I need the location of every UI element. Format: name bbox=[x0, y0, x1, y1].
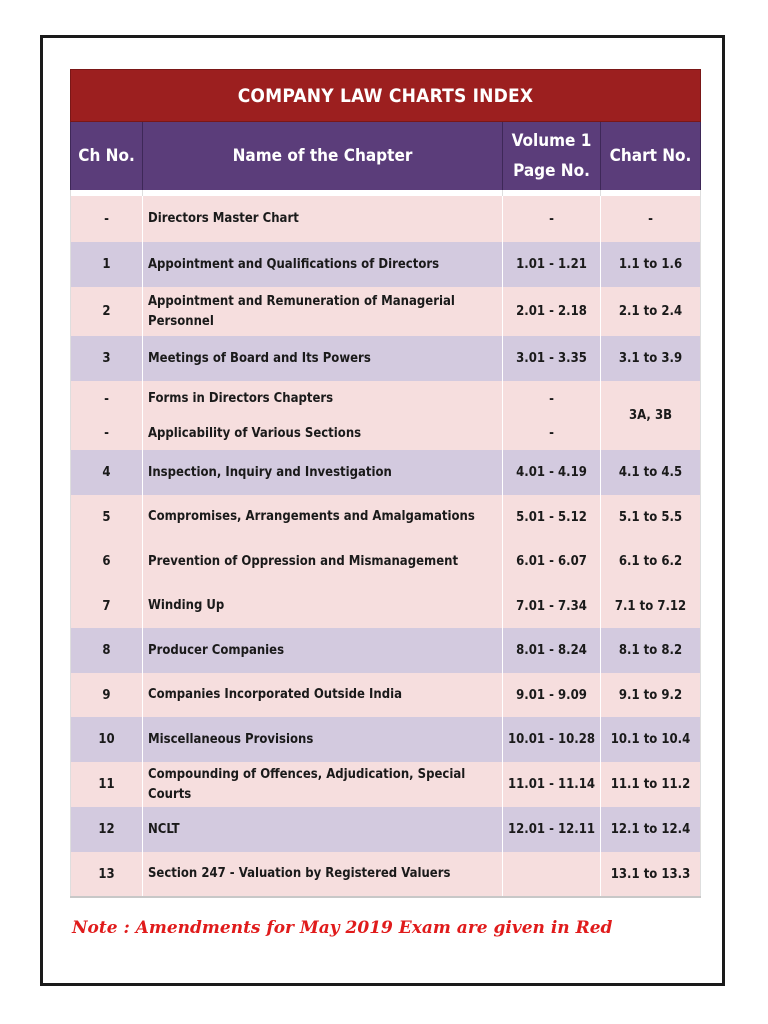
cell-chapter-name: Section 247 - Valuation by Registered Valuers bbox=[143, 852, 503, 897]
cell-ch-no: 6 bbox=[71, 539, 143, 584]
cell-chapter-name: Directors Master Chart bbox=[143, 196, 503, 242]
table-row bbox=[71, 584, 701, 628]
cell-page-no: - bbox=[503, 196, 601, 242]
cell-ch-no: 3 bbox=[71, 336, 143, 381]
col-header-ch-no: Ch No. bbox=[71, 122, 143, 191]
cell-page-no: 11.01 - 11.14 bbox=[503, 762, 601, 807]
table-row bbox=[71, 196, 701, 242]
cell-ch-no: 9 bbox=[71, 673, 143, 717]
cell-chart-no: 3A, 3B bbox=[601, 381, 701, 450]
cell-chart-no: 4.1 to 4.5 bbox=[601, 450, 701, 495]
table-row bbox=[71, 450, 701, 495]
cell-chart-no: 10.1 to 10.4 bbox=[601, 717, 701, 762]
cell-ch-no: - bbox=[71, 381, 143, 417]
cell-page-no: - bbox=[503, 417, 601, 450]
cell-chart-no: 7.1 to 7.12 bbox=[601, 584, 701, 628]
cell-page-no: 3.01 - 3.35 bbox=[503, 336, 601, 381]
cell-ch-no: 11 bbox=[71, 762, 143, 807]
cell-chapter-name: Prevention of Oppression and Mismanagement bbox=[143, 539, 503, 584]
cell-page-no: - bbox=[503, 381, 601, 417]
cell-chart-no: 1.1 to 1.6 bbox=[601, 242, 701, 287]
cell-ch-no: 8 bbox=[71, 628, 143, 673]
cell-chapter-name: Producer Companies bbox=[143, 628, 503, 673]
table-title: COMPANY LAW CHARTS INDEX bbox=[71, 70, 701, 122]
col-header-page-line2: Page No. bbox=[513, 161, 590, 181]
cell-ch-no: 12 bbox=[71, 807, 143, 852]
cell-page-no: 1.01 - 1.21 bbox=[503, 242, 601, 287]
cell-chapter-name: Compromises, Arrangements and Amalgamations bbox=[143, 495, 503, 539]
cell-chapter-name: Forms in Directors Chapters bbox=[143, 381, 503, 417]
cell-chart-no: 5.1 to 5.5 bbox=[601, 495, 701, 539]
cell-chart-no: 13.1 to 13.3 bbox=[601, 852, 701, 897]
cell-chapter-name: Applicability of Various Sections bbox=[143, 417, 503, 450]
cell-chart-no: 3.1 to 3.9 bbox=[601, 336, 701, 381]
cell-ch-no: 1 bbox=[71, 242, 143, 287]
cell-page-no: 6.01 - 6.07 bbox=[503, 539, 601, 584]
cell-page-no: 2.01 - 2.18 bbox=[503, 287, 601, 336]
cell-chapter-name: Inspection, Inquiry and Investigation bbox=[143, 450, 503, 495]
table-row bbox=[71, 762, 701, 807]
cell-ch-no: 10 bbox=[71, 717, 143, 762]
cell-chart-no: 6.1 to 6.2 bbox=[601, 539, 701, 584]
cell-ch-no: 4 bbox=[71, 450, 143, 495]
cell-chart-no: 9.1 to 9.2 bbox=[601, 673, 701, 717]
cell-page-no: 4.01 - 4.19 bbox=[503, 450, 601, 495]
cell-page-no: 7.01 - 7.34 bbox=[503, 584, 601, 628]
cell-chapter-name: Companies Incorporated Outside India bbox=[143, 673, 503, 717]
cell-chart-no: 2.1 to 2.4 bbox=[601, 287, 701, 336]
title-row bbox=[71, 70, 701, 122]
table-row bbox=[71, 673, 701, 717]
table-row bbox=[71, 539, 701, 584]
cell-chapter-name: Meetings of Board and Its Powers bbox=[143, 336, 503, 381]
cell-chart-no: 8.1 to 8.2 bbox=[601, 628, 701, 673]
col-header-page-line1: Volume 1 bbox=[511, 131, 592, 151]
table-row bbox=[71, 852, 701, 897]
table-row bbox=[71, 381, 701, 417]
col-header-chapter-name: Name of the Chapter bbox=[143, 122, 503, 191]
table-row bbox=[71, 287, 701, 336]
cell-ch-no: 2 bbox=[71, 287, 143, 336]
amendment-note: Note : Amendments for May 2019 Exam are given in Red bbox=[72, 918, 613, 938]
cell-ch-no: - bbox=[71, 196, 143, 242]
cell-ch-no: - bbox=[71, 417, 143, 450]
table-row bbox=[71, 717, 701, 762]
cell-chapter-name: Miscellaneous Provisions bbox=[143, 717, 503, 762]
cell-page-no: 5.01 - 5.12 bbox=[503, 495, 601, 539]
cell-chapter-name: Winding Up bbox=[143, 584, 503, 628]
cell-chart-no: 11.1 to 11.2 bbox=[601, 762, 701, 807]
table-row bbox=[71, 242, 701, 287]
table-row bbox=[71, 628, 701, 673]
cell-page-no bbox=[503, 852, 601, 897]
cell-page-no: 8.01 - 8.24 bbox=[503, 628, 601, 673]
cell-chapter-name: Compounding of Offences, Adjudication, Special Courts bbox=[143, 762, 503, 807]
col-header-chart-no: Chart No. bbox=[601, 122, 701, 191]
cell-chapter-name: NCLT bbox=[143, 807, 503, 852]
table-row bbox=[71, 336, 701, 381]
cell-page-no: 10.01 - 10.28 bbox=[503, 717, 601, 762]
col-header-page-no bbox=[503, 122, 601, 191]
column-header-row bbox=[71, 122, 701, 191]
table-row bbox=[71, 807, 701, 852]
charts-index-table bbox=[70, 69, 701, 898]
cell-chart-no: 12.1 to 12.4 bbox=[601, 807, 701, 852]
cell-chapter-name: Appointment and Qualifications of Directors bbox=[143, 242, 503, 287]
cell-ch-no: 5 bbox=[71, 495, 143, 539]
cell-chart-no: - bbox=[601, 196, 701, 242]
table-row bbox=[71, 495, 701, 539]
cell-ch-no: 7 bbox=[71, 584, 143, 628]
cell-page-no: 12.01 - 12.11 bbox=[503, 807, 601, 852]
cell-chapter-name: Appointment and Remuneration of Managerial Personnel bbox=[143, 287, 503, 336]
cell-ch-no: 13 bbox=[71, 852, 143, 897]
cell-page-no: 9.01 - 9.09 bbox=[503, 673, 601, 717]
